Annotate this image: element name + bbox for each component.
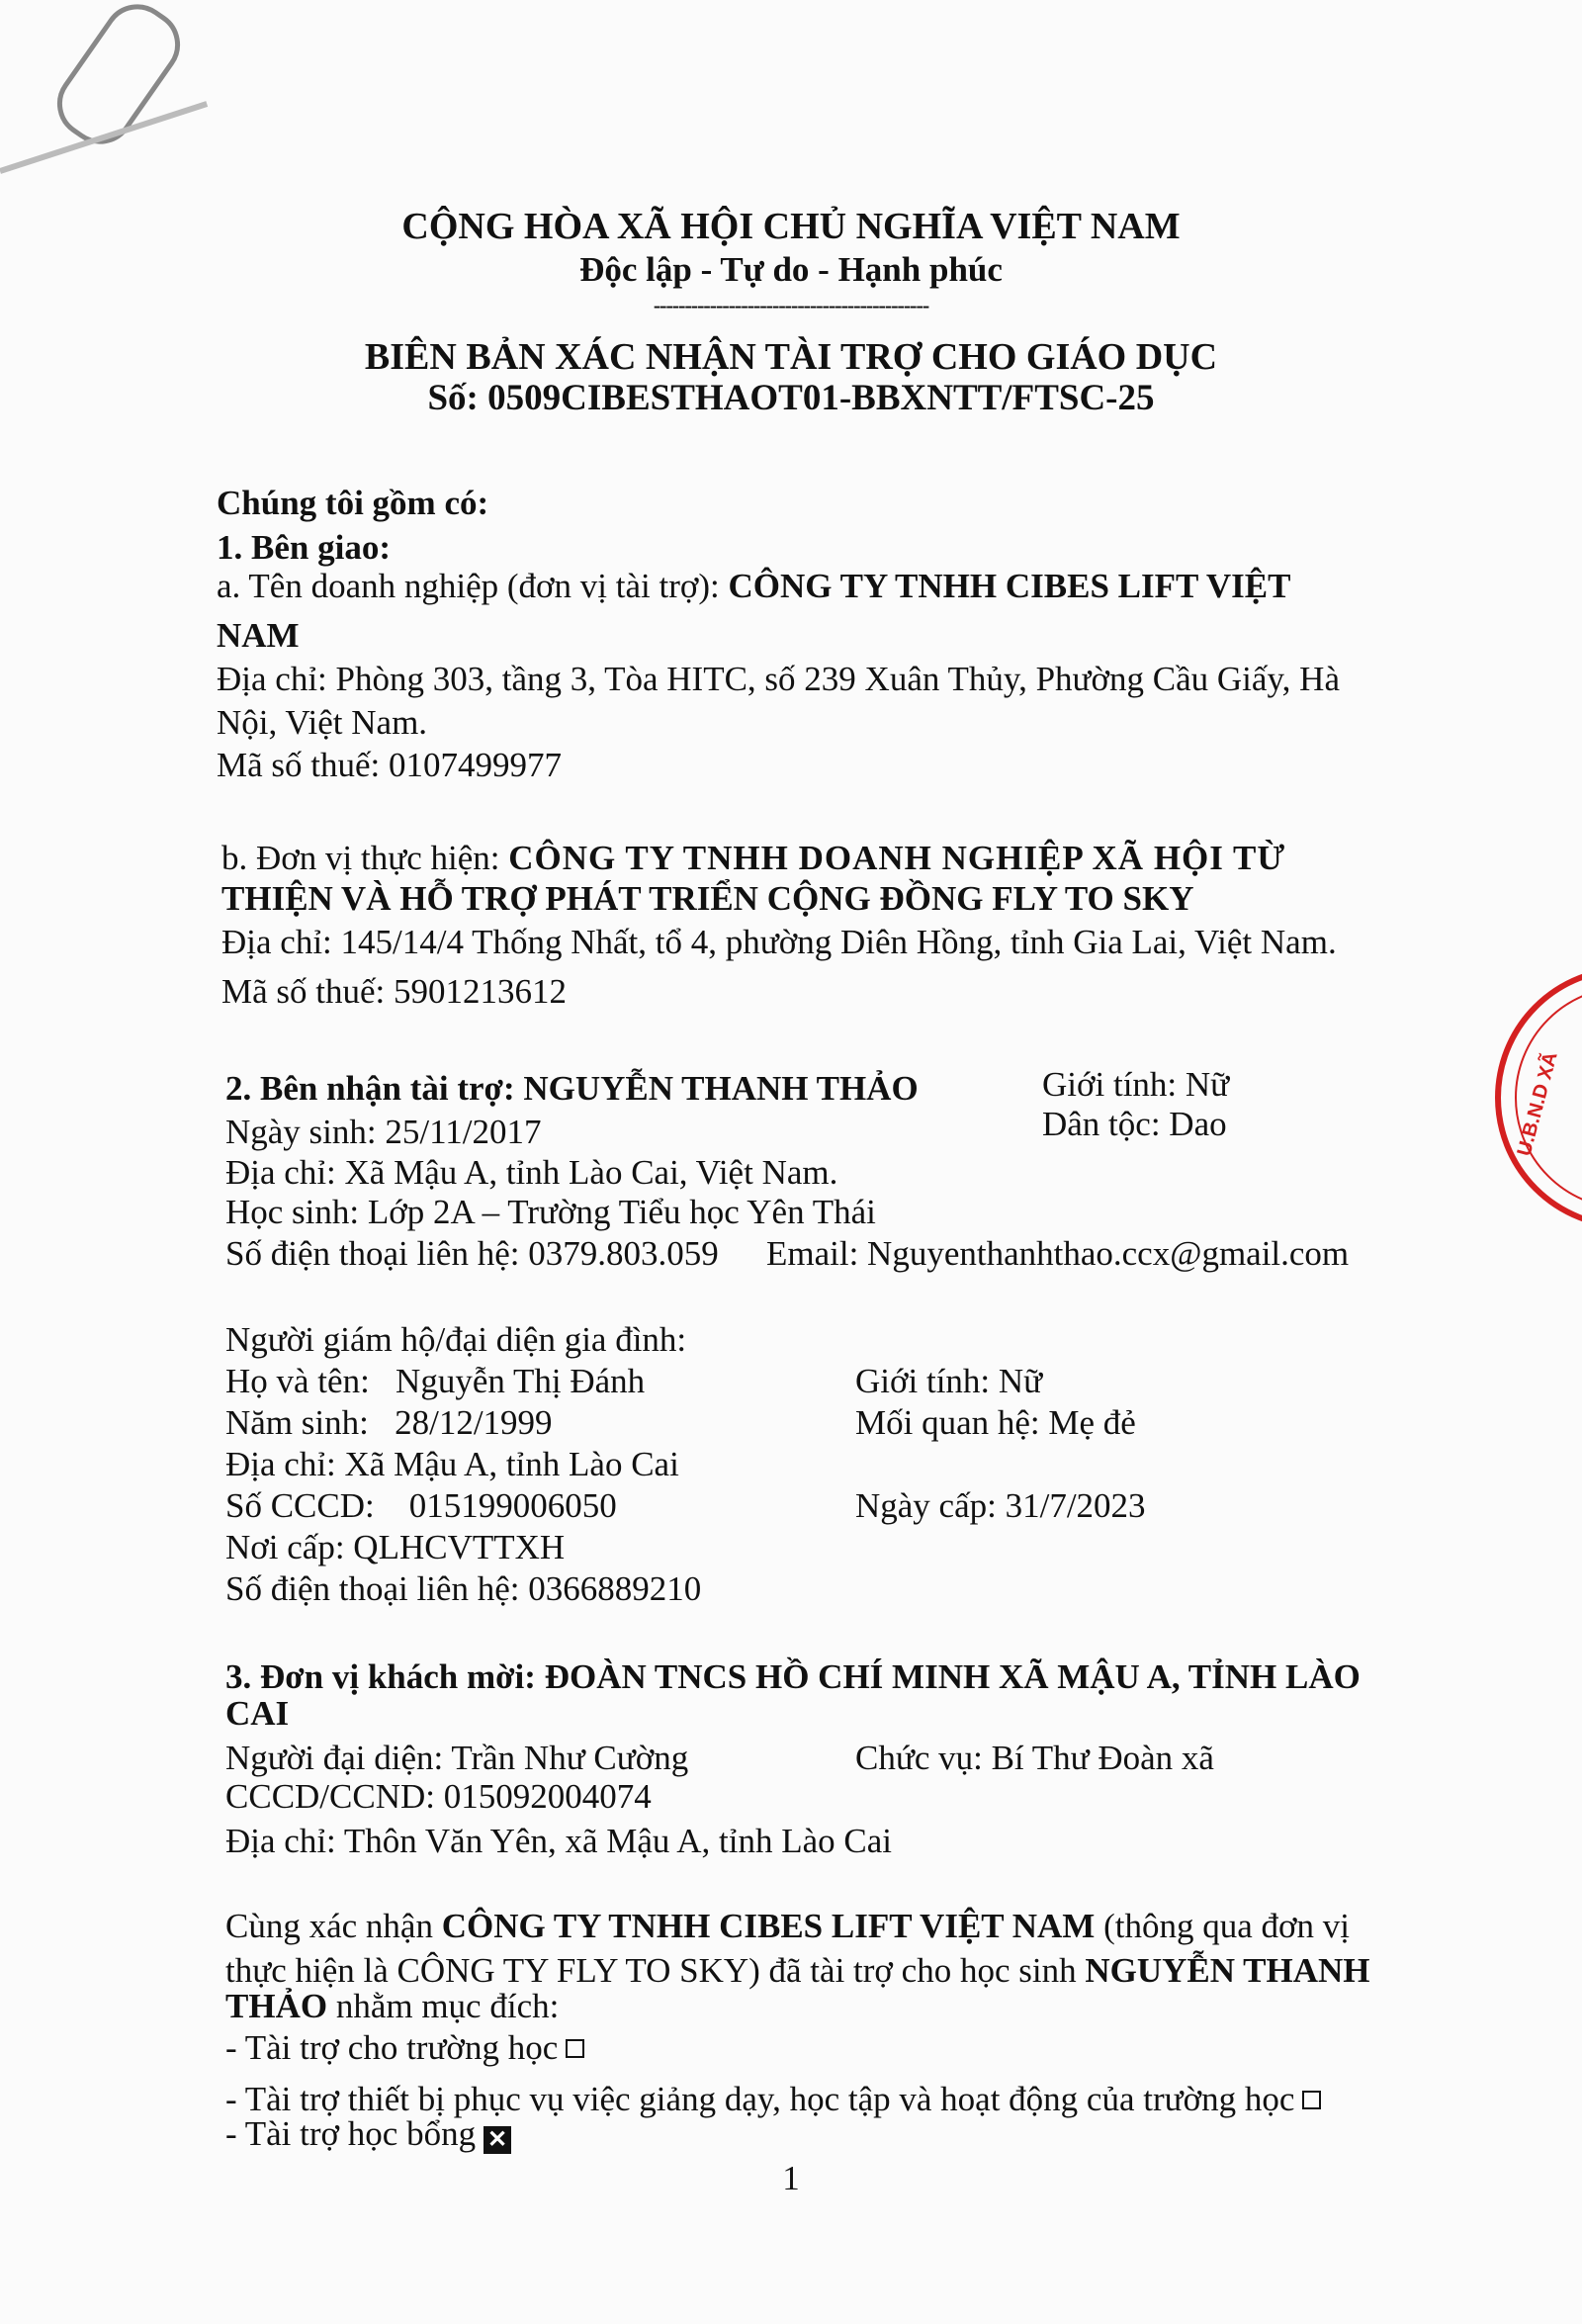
confirm-text: nhằm mục đích:	[327, 1987, 560, 2025]
sponsor-name: CÔNG TY TNHH CIBES LIFT VIỆT	[728, 567, 1291, 605]
intro: Chúng tôi gồm có:	[217, 484, 489, 522]
implementer-line	[221, 838, 1285, 879]
guardian-heading: Người giám hộ/đại diện gia đình:	[225, 1320, 687, 1359]
confirm-text: Cùng xác nhận	[225, 1907, 442, 1945]
sponsor-name-line	[217, 566, 1290, 607]
confirm-recipient: NGUYỄN THANH	[1085, 1951, 1370, 1990]
guardian-name-value: Nguyễn Thị Đánh	[396, 1362, 646, 1400]
confirm-text: thực hiện là CÔNG TY FLY TO SKY) đã tài trợ cho học sinh	[225, 1951, 1086, 1990]
confirm-recipient-cont: THẢO	[225, 1987, 328, 2025]
document-number	[0, 378, 1582, 419]
sponsor-address-cont: Nội, Việt Nam.	[217, 703, 428, 742]
divider: --------------------------------------------	[653, 293, 929, 317]
implementer-name: CÔNG TY TNHH DOANH NGHIỆP XÃ HỘI TỪ	[508, 839, 1286, 877]
guest-heading-cont: CAI	[225, 1694, 290, 1733]
guardian-name-label: Họ và tên:	[225, 1362, 370, 1400]
recipient-dob: Ngày sinh: 25/11/2017	[225, 1113, 542, 1151]
stamp-text: U.B.N.D XÃ	[1513, 1049, 1562, 1159]
confirm-line-3	[225, 1986, 559, 2027]
guest-heading: 3. Đơn vị khách mời: ĐOÀN TNCS HỒ CHÍ MINH XÃ MẬU A, TỈNH LÀO	[225, 1657, 1361, 1696]
guardian-id	[225, 1485, 617, 1527]
guest-address: Địa chỉ: Thôn Văn Yên, xã Mậu A, tỉnh Lào Cai	[225, 1822, 892, 1860]
guardian-issue-date: Ngày cấp: 31/7/2023	[855, 1486, 1146, 1525]
implementer-address: Địa chỉ: 145/14/4 Thống Nhất, tổ 4, phường Diên Hồng, tỉnh Gia Lai, Việt Nam.	[221, 923, 1337, 961]
guest-representative: Người đại diện: Trần Như Cường	[225, 1739, 689, 1777]
guardian-phone: Số điện thoại liên hệ: 0366889210	[225, 1569, 702, 1608]
purpose-option-scholarship[interactable]	[225, 2113, 511, 2155]
guardian-dob	[225, 1402, 553, 1444]
recipient-school: Học sinh: Lớp 2A – Trường Tiểu học Yên Thái	[225, 1193, 876, 1231]
checkbox-unchecked-icon[interactable]	[1302, 2091, 1321, 2109]
guardian-name	[225, 1361, 645, 1402]
confirm-text: (thông qua đơn vị	[1095, 1907, 1351, 1945]
option-label: - Tài trợ thiết bị phục vụ việc giảng dạy, học tập và hoạt động của trường học	[225, 2080, 1295, 2118]
guardian-address: Địa chỉ: Xã Mậu A, tỉnh Lào Cai	[225, 1445, 679, 1483]
sponsor-name-cont: NAM	[217, 616, 300, 655]
sponsor-address: Địa chỉ: Phòng 303, tầng 3, Tòa HITC, số 239 Xuân Thủy, Phường Cầu Giấy, Hà	[217, 660, 1340, 698]
sponsor-label: a. Tên doanh nghiệp (đơn vị tài trợ):	[217, 567, 720, 605]
page-number: 1	[782, 2159, 800, 2197]
document-number-label: Số:	[427, 378, 479, 418]
confirm-sponsor: CÔNG TY TNHH CIBES LIFT VIỆT NAM	[441, 1907, 1096, 1945]
recipient-gender: Giới tính: Nữ	[1042, 1065, 1230, 1104]
purpose-option-school[interactable]	[225, 2027, 584, 2069]
motto: Độc lập - Tự do - Hạnh phúc	[579, 250, 1003, 289]
recipient-email: Email: Nguyenthanhthao.ccx@gmail.com	[766, 1234, 1350, 1273]
option-label: - Tài trợ cho trường học	[225, 2028, 559, 2067]
party1-heading: 1. Bên giao:	[217, 528, 391, 567]
guardian-gender: Giới tính: Nữ	[855, 1362, 1043, 1400]
guardian-id-value: 015199006050	[408, 1486, 617, 1525]
recipient-phone: Số điện thoại liên hệ: 0379.803.059	[225, 1234, 719, 1273]
guest-position: Chức vụ: Bí Thư Đoàn xã	[855, 1739, 1214, 1777]
country-heading: CỘNG HÒA XÃ HỘI CHỦ NGHĨA VIỆT NAM	[401, 206, 1181, 247]
implementer-label: b. Đơn vị thực hiện:	[221, 839, 500, 877]
recipient-ethnicity: Dân tộc: Dao	[1042, 1105, 1227, 1143]
option-label: - Tài trợ học bổng	[225, 2114, 477, 2153]
recipient-heading: 2. Bên nhận tài trợ: NGUYỄN THANH THẢO	[225, 1069, 919, 1108]
guardian-dob-label: Năm sinh:	[225, 1403, 369, 1442]
implementer-tax-code: Mã số thuế: 5901213612	[221, 972, 568, 1011]
document-title: BIÊN BẢN XÁC NHẬN TÀI TRỢ CHO GIÁO DỤC	[364, 336, 1218, 378]
implementer-name-cont: THIỆN VÀ HỖ TRỢ PHÁT TRIỂN CỘNG ĐỒNG FLY TO SKY	[221, 879, 1194, 918]
guardian-dob-value: 28/12/1999	[395, 1403, 553, 1442]
confirm-line-1	[225, 1906, 1350, 1947]
sponsor-tax-code: Mã số thuế: 0107499977	[217, 746, 563, 784]
document-number-value: 0509CIBESTHAOT01-BBXNTT/FTSC-25	[487, 378, 1155, 418]
recipient-address: Địa chỉ: Xã Mậu A, tỉnh Lào Cai, Việt Nam.	[225, 1153, 838, 1192]
guardian-issue-place: Nơi cấp: QLHCVTTXH	[225, 1528, 566, 1566]
checkbox-checked-icon[interactable]: ✕	[483, 2126, 511, 2154]
guardian-relation: Mối quan hệ: Mẹ đẻ	[855, 1403, 1136, 1442]
guest-id: CCCD/CCND: 015092004074	[225, 1777, 652, 1816]
guardian-id-label: Số CCCD:	[225, 1486, 375, 1525]
checkbox-unchecked-icon[interactable]	[566, 2039, 584, 2058]
